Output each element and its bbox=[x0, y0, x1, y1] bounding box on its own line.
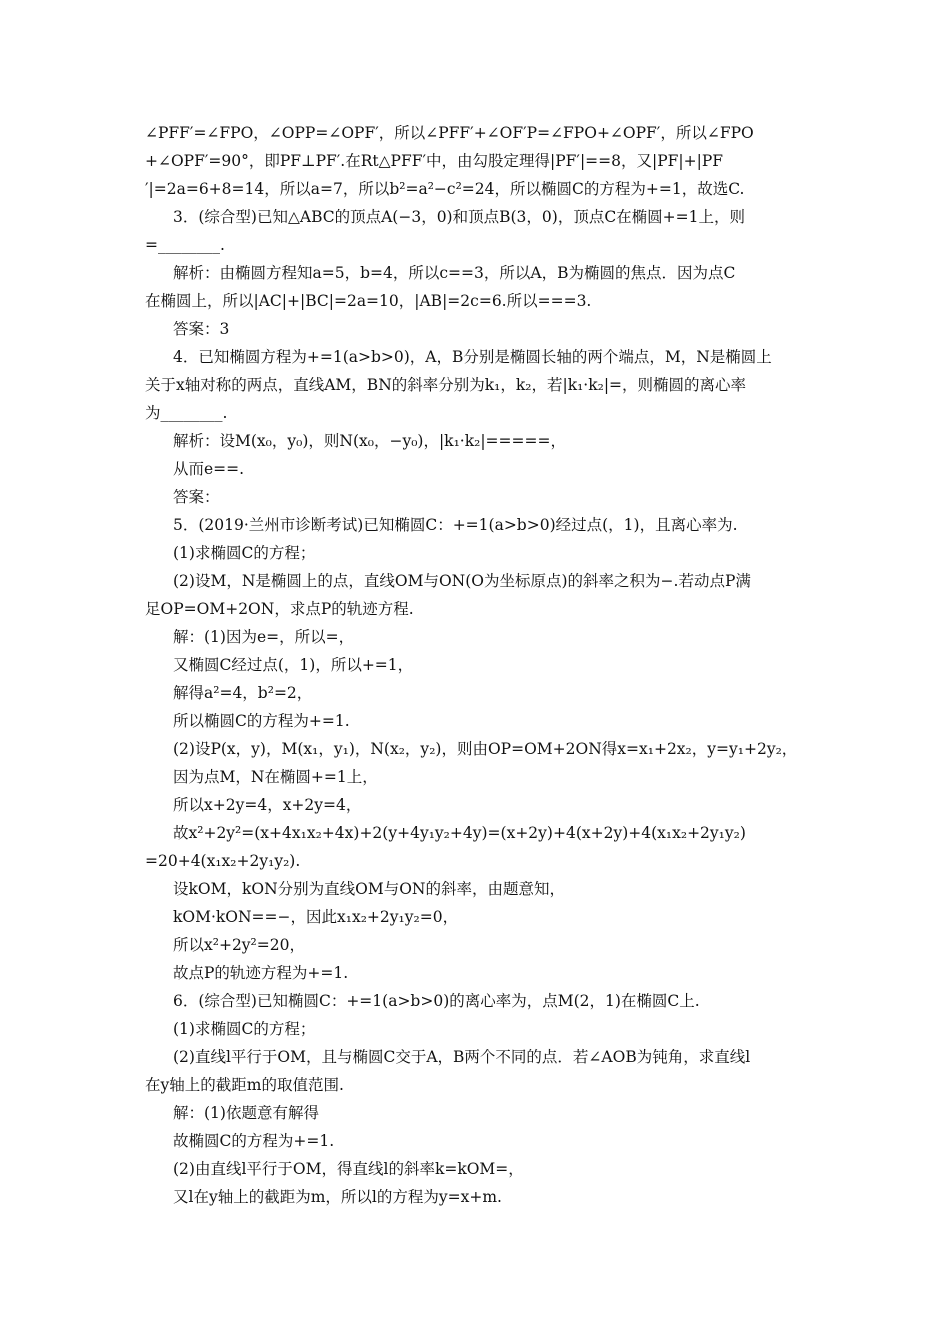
text-line: ∠PFF′=∠FPO，∠OPP=∠OPF′，所以∠PFF′+∠OF′P=∠FPO+∠OPF′，所以∠FPO bbox=[145, 124, 754, 142]
text-line: 答案： bbox=[173, 488, 220, 506]
text-line: 所以椭圆C的方程为+=1. bbox=[173, 712, 350, 730]
text-line: 足OP=OM+2ON，求点P的轨迹方程. bbox=[145, 600, 414, 618]
text-line: 答案：3 bbox=[173, 320, 230, 338]
text-line: 关于x轴对称的两点，直线AM，BN的斜率分别为k₁，k₂，若|k₁·k₂|=，则椭圆的离心率 bbox=[145, 376, 747, 394]
text-line: kOM·kON==−，因此x₁x₂+2y₁y₂=0， bbox=[173, 908, 459, 926]
text-line: (2)设M，N是椭圆上的点，直线OM与ON(O为坐标原点)的斜率之积为−.若动点P满 bbox=[173, 572, 751, 590]
text-line: 解：(1)依题意有解得 bbox=[173, 1104, 319, 1122]
text-line: (1)求椭圆C的方程； bbox=[173, 544, 316, 562]
text-line: 3．(综合型)已知△ABC的顶点A(−3，0)和顶点B(3，0)，顶点C在椭圆+=1上，则 bbox=[173, 208, 746, 226]
text-line: 所以x²+2y²=20， bbox=[173, 936, 305, 954]
text-line: 6．(综合型)已知椭圆C：+=1(a>b>0)的离心率为，点M(2，1)在椭圆C上. bbox=[173, 992, 700, 1010]
text-line: 设kOM，kON分别为直线OM与ON的斜率，由题意知， bbox=[173, 880, 565, 898]
text-line: 解：(1)因为e=，所以=， bbox=[173, 628, 355, 646]
text-line: (2)设P(x，y)，M(x₁，y₁)，N(x₂，y₂)，则由OP=OM+2ON得x=x₁+2x₂，y=y₁+2y₂， bbox=[173, 740, 798, 758]
text-line: (2)直线l平行于OM，且与椭圆C交于A，B两个不同的点．若∠AOB为钝角，求直线l bbox=[173, 1048, 751, 1066]
text-line: ′|=2a=6+8=14，所以a=7，所以b²=a²−c²=24，所以椭圆C的方程为+=1，故选C. bbox=[145, 180, 745, 198]
text-line: 4．已知椭圆方程为+=1(a>b>0)，A，B分别是椭圆长轴的两个端点，M，N是椭圆上 bbox=[173, 348, 772, 366]
text-line: =20+4(x₁x₂+2y₁y₂). bbox=[145, 852, 301, 870]
text-line: 从而e==. bbox=[173, 460, 245, 478]
text-line: 解得a²=4，b²=2， bbox=[173, 684, 313, 702]
text-line: =________. bbox=[145, 236, 225, 254]
text-line: 所以x+2y=4，x+2y=4， bbox=[173, 796, 362, 814]
text-line: 5．(2019·兰州市诊断考试)已知椭圆C：+=1(a>b>0)经过点(，1)，且离心率为. bbox=[173, 516, 738, 534]
text-line: 在y轴上的截距m的取值范围. bbox=[145, 1076, 344, 1094]
text-line: (2)由直线l平行于OM，得直线l的斜率k=kOM=， bbox=[173, 1160, 524, 1178]
text-line: (1)求椭圆C的方程； bbox=[173, 1020, 316, 1038]
text-line: +∠OPF′=90°，即PF⊥PF′.在Rt△PFF′中，由勾股定理得|PF′|==8，又|PF|+|PF bbox=[145, 152, 724, 170]
text-line: 故x²+2y²=(x+4x₁x₂+4x)+2(y+4y₁y₂+4y)=(x+2y)+4(x+2y)+4(x₁x₂+2y₁y₂) bbox=[173, 824, 746, 842]
text-line: 故椭圆C的方程为+=1. bbox=[173, 1132, 335, 1150]
text-line: 为________. bbox=[145, 404, 228, 422]
text-line: 故点P的轨迹方程为+=1. bbox=[173, 964, 349, 982]
text-line: 因为点M，N在椭圆+=1上， bbox=[173, 768, 378, 786]
text-line: 解析：设M(x₀，y₀)，则N(x₀，−y₀)，|k₁·k₂|=====， bbox=[173, 432, 566, 450]
text-line: 在椭圆上，所以|AC|+|BC|=2a=10，|AB|=2c=6.所以===3. bbox=[145, 292, 592, 310]
text-line: 又l在y轴上的截距为m，所以l的方程为y=x+m. bbox=[173, 1188, 502, 1206]
text-line: 解析：由椭圆方程知a=5，b=4，所以c==3，所以A，B为椭圆的焦点．因为点C bbox=[173, 264, 736, 282]
text-line: 又椭圆C经过点(，1)，所以+=1， bbox=[173, 656, 414, 674]
